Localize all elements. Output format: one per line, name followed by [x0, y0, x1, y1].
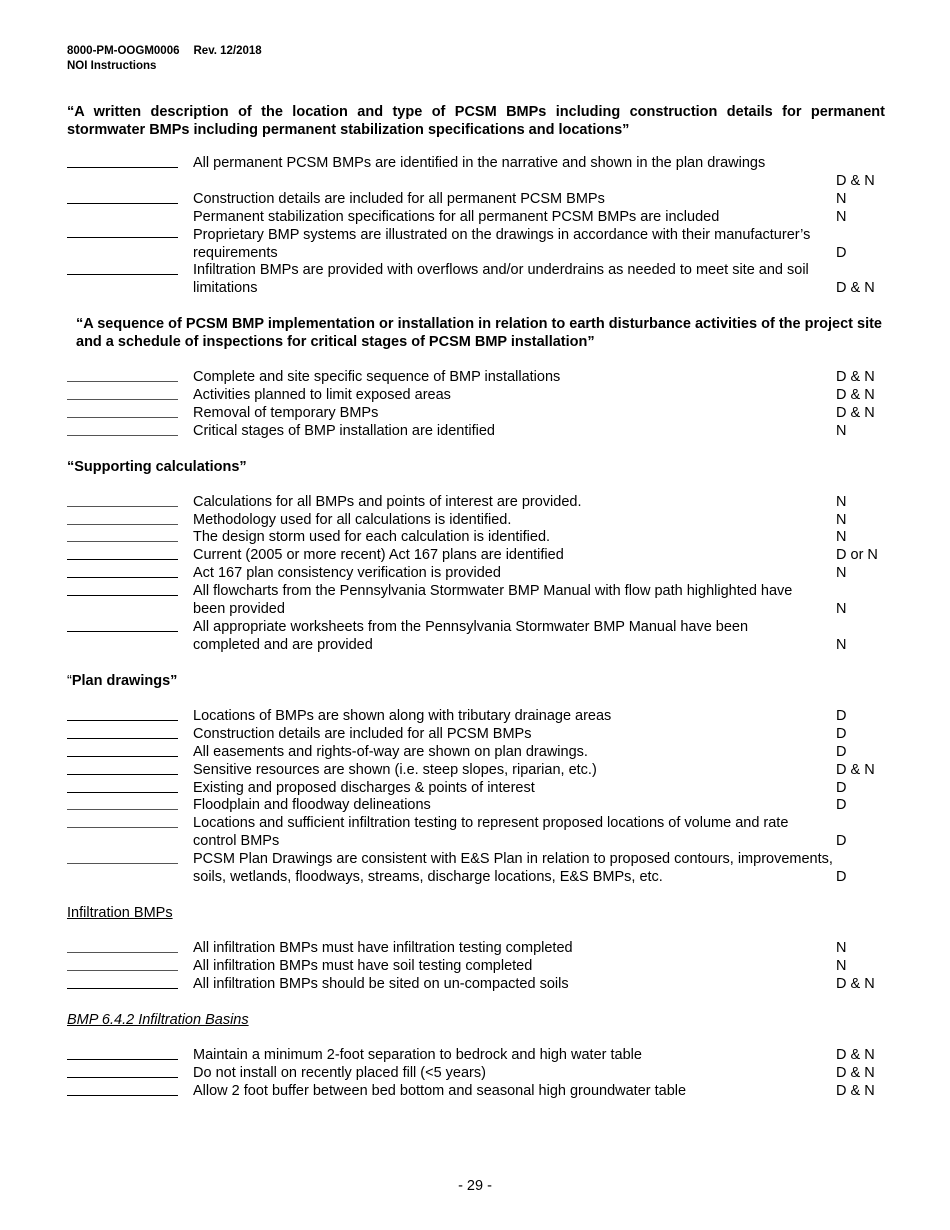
item-text: Floodplain and floodway delineations: [193, 797, 431, 813]
item-text: Complete and site specific sequence of BMP installations: [193, 369, 561, 385]
item-text: All permanent PCSM BMPs are identified in the narrative and shown in the plan drawings: [193, 155, 766, 171]
section-heading-infiltration-basins: BMP 6.4.2 Infiltration Basins: [67, 1012, 249, 1028]
item-text: Maintain a minimum 2-foot separation to bedrock and high water table: [193, 1047, 642, 1063]
doc-id: 8000-PM-OOGM0006: [67, 45, 180, 57]
section-heading-infiltration-bmps: Infiltration BMPs: [67, 905, 173, 921]
checkbox-blank[interactable]: [67, 631, 178, 632]
item-text: All easements and rights-of-way are shown on plan drawings.: [193, 744, 588, 760]
item-code: D & N: [836, 280, 875, 296]
item-code: D & N: [836, 173, 875, 189]
item-text: Construction details are included for all permanent PCSM BMPs: [193, 191, 605, 207]
item-text: All infiltration BMPs should be sited on un-compacted soils: [193, 976, 569, 992]
checkbox-blank[interactable]: [67, 559, 178, 560]
checkbox-blank[interactable]: [67, 237, 178, 238]
heading-open-quote: “: [67, 673, 72, 689]
checkbox-blank[interactable]: [67, 167, 178, 168]
item-text: All infiltration BMPs must have infiltration testing completed: [193, 940, 573, 956]
item-code: D: [836, 726, 847, 742]
checkbox-blank[interactable]: [67, 774, 178, 775]
section-heading-bmp-description: “A written description of the location and type of PCSM BMPs including construction details for permanent stormwater BMPs including permanent stabilization specifications and locations”: [67, 104, 885, 138]
item-code: D & N: [836, 405, 875, 421]
checkbox-blank[interactable]: [67, 524, 178, 525]
page-number: - 29 -: [458, 1178, 492, 1194]
heading-text: Plan drawings”: [71, 673, 178, 689]
checkbox-blank[interactable]: [67, 435, 178, 436]
item-text: The design storm used for each calculation is identified.: [193, 529, 551, 545]
item-code: D & N: [836, 387, 875, 403]
checkbox-blank[interactable]: [67, 738, 178, 739]
item-code: D & N: [836, 369, 875, 385]
item-text: Methodology used for all calculations is identified.: [193, 512, 512, 528]
section-heading-plan-drawings: [67, 672, 177, 690]
doc-title: NOI Instructions: [67, 59, 157, 72]
checkbox-blank[interactable]: [67, 595, 178, 596]
checkbox-blank[interactable]: [67, 274, 178, 275]
checkbox-blank[interactable]: [67, 756, 178, 757]
checkbox-blank[interactable]: [67, 988, 178, 989]
item-code: N: [836, 512, 847, 528]
item-code: D & N: [836, 1065, 875, 1081]
item-code: D or N: [836, 547, 878, 563]
section-heading-sequence: “A sequence of PCSM BMP implementation or installation in relation to earth disturbance activities of the project site and a schedule of inspections for critical stages of PCSM BMP installation”: [76, 316, 882, 350]
checkbox-blank[interactable]: [67, 506, 178, 507]
checkbox-blank[interactable]: [67, 381, 178, 382]
item-text: Locations and sufficient infiltration testing to represent proposed locations of volume and rate control BMPs: [193, 815, 789, 849]
item-code: D: [836, 708, 847, 724]
item-text: PCSM Plan Drawings are consistent with E&S Plan in relation to proposed contours, improvements, soils, wetlands, floodways, streams, discharge locations, E&S BMPs, etc.: [193, 851, 833, 885]
checkbox-blank[interactable]: [67, 541, 178, 542]
checkbox-blank[interactable]: [67, 863, 178, 864]
item-code: N: [836, 958, 847, 974]
item-code: D: [836, 833, 847, 849]
checkbox-blank[interactable]: [67, 1059, 178, 1060]
item-text: Infiltration BMPs are provided with overflows and/or underdrains as needed to meet site and soil limitations: [193, 262, 809, 296]
section-heading-calculations: “Supporting calculations”: [67, 459, 247, 475]
item-code: D: [836, 780, 847, 796]
item-text: Locations of BMPs are shown along with tributary drainage areas: [193, 708, 612, 724]
item-code: N: [836, 940, 847, 956]
item-text: Sensitive resources are shown (i.e. steep slopes, riparian, etc.): [193, 762, 597, 778]
item-text: Construction details are included for all PCSM BMPs: [193, 726, 532, 742]
item-text: Existing and proposed discharges & points of interest: [193, 780, 535, 796]
item-text: Permanent stabilization specifications for all permanent PCSM BMPs are included: [193, 209, 720, 225]
checkbox-blank[interactable]: [67, 952, 178, 953]
item-text: Do not install on recently placed fill (<5 years): [193, 1065, 486, 1081]
item-code: N: [836, 494, 847, 510]
item-code: N: [836, 191, 847, 207]
checkbox-blank[interactable]: [67, 203, 178, 204]
checkbox-blank[interactable]: [67, 1077, 178, 1078]
item-code: N: [836, 529, 847, 545]
item-code: N: [836, 209, 847, 225]
checkbox-blank[interactable]: [67, 1095, 178, 1096]
item-text: Current (2005 or more recent) Act 167 plans are identified: [193, 547, 564, 563]
item-code: D & N: [836, 1083, 875, 1099]
checkbox-blank[interactable]: [67, 970, 178, 971]
checkbox-blank[interactable]: [67, 577, 178, 578]
item-code: D: [836, 245, 847, 261]
item-text: All infiltration BMPs must have soil testing completed: [193, 958, 533, 974]
item-text: All appropriate worksheets from the Pennsylvania Stormwater BMP Manual have been completed and are provided: [193, 619, 749, 653]
item-code: D & N: [836, 762, 875, 778]
item-text: Calculations for all BMPs and points of interest are provided.: [193, 494, 582, 510]
item-code: N: [836, 601, 847, 617]
checkbox-blank[interactable]: [67, 417, 178, 418]
checkbox-blank[interactable]: [67, 720, 178, 721]
item-code: D & N: [836, 1047, 875, 1063]
item-text: Proprietary BMP systems are illustrated on the drawings in accordance with their manufacturer’s requirements: [193, 227, 811, 261]
item-code: D: [836, 869, 847, 885]
checkbox-blank[interactable]: [67, 399, 178, 400]
item-code: D & N: [836, 976, 875, 992]
item-text: All flowcharts from the Pennsylvania Stormwater BMP Manual with flow path highlighted have been provided: [193, 583, 793, 617]
checkbox-blank[interactable]: [67, 792, 178, 793]
checkbox-blank[interactable]: [67, 827, 178, 828]
item-code: N: [836, 565, 847, 581]
item-text: Activities planned to limit exposed areas: [193, 387, 451, 403]
item-text: Critical stages of BMP installation are identified: [193, 423, 495, 439]
item-code: N: [836, 423, 847, 439]
item-text: Act 167 plan consistency verification is provided: [193, 565, 501, 581]
checkbox-blank[interactable]: [67, 809, 178, 810]
revision: Rev. 12/2018: [193, 45, 262, 57]
item-code: D: [836, 797, 847, 813]
item-code: N: [836, 637, 847, 653]
item-text: Allow 2 foot buffer between bed bottom and seasonal high groundwater table: [193, 1083, 687, 1099]
item-code: D: [836, 744, 847, 760]
document-header: [67, 44, 262, 73]
item-text: Removal of temporary BMPs: [193, 405, 379, 421]
